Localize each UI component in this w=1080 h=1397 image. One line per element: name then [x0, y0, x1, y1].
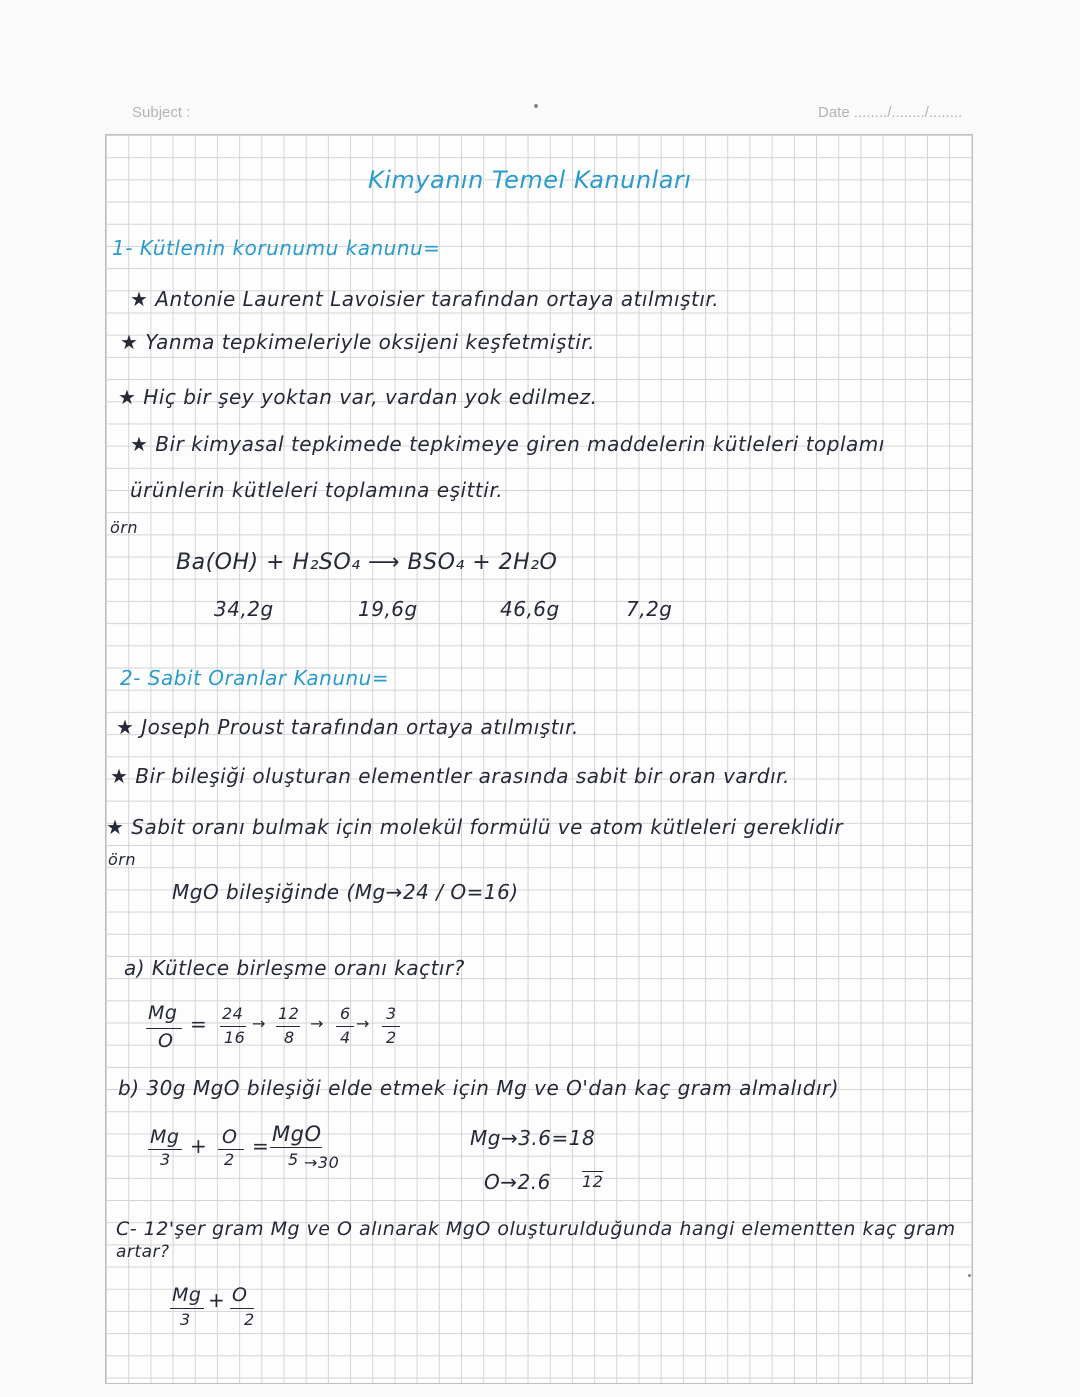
fraction-bar	[382, 1026, 400, 1027]
section1-line: ★ Yanma tepkimeleriyle oksijeni keşfetmiştir.	[120, 330, 595, 354]
result-o-value: 12	[582, 1172, 604, 1191]
grid-area	[105, 134, 973, 1384]
page-title: Kimyanın Temel Kanunları	[368, 166, 692, 194]
section2-line: ★ Bir bileşiği oluşturan elementler arasında sabit bir oran vardır.	[110, 764, 790, 788]
calc-mgo: MgO	[272, 1122, 322, 1146]
result-mg: Mg→3.6=18	[470, 1126, 596, 1150]
equals-sign: =	[252, 1134, 270, 1158]
calc-c-plus: +	[208, 1288, 226, 1312]
reaction-equation: Ba(OH) + H₂SO₄ ⟶ BSO₄ + 2H₂O	[176, 550, 558, 575]
section2-line: ★ Sabit oranı bulmak için molekül formülü ve atom kütleleri gereklidir	[106, 815, 844, 839]
calc-o-den: 2	[224, 1150, 235, 1169]
calc-mgo-den: 5	[288, 1150, 299, 1169]
calc-o: O	[222, 1126, 238, 1148]
mass-value: 34,2g	[214, 597, 274, 621]
ratio-o: O	[158, 1030, 174, 1052]
calc-c-o-den: 2	[244, 1310, 255, 1329]
plus-sign: +	[190, 1134, 208, 1158]
ratio-den: 2	[386, 1028, 397, 1047]
result-o: O→2.6	[484, 1170, 551, 1194]
ratio-den: 16	[224, 1028, 246, 1047]
calc-arrow-to: →30	[304, 1153, 340, 1172]
section1-line: ürünlerin kütleleri toplamına eşittir.	[130, 478, 504, 502]
mass-value: 46,6g	[500, 597, 560, 621]
section1-line: ★ Bir kimyasal tepkimede tepkimeye giren maddelerin kütleleri toplamı	[130, 432, 885, 456]
question-c: C- 12'şer gram Mg ve O alınarak MgO oluşturulduğunda hangi elementten kaç gram	[116, 1218, 956, 1240]
ratio-mg: Mg	[148, 1002, 178, 1024]
date-label: Date ......../......../........	[818, 104, 963, 121]
section2-heading: 2- Sabit Oranlar Kanunu=	[120, 666, 390, 690]
calc-mg: Mg	[150, 1126, 180, 1148]
section1-line: ★ Hiç bir şey yoktan var, vardan yok edilmez.	[118, 385, 598, 409]
arrow: →	[356, 1014, 370, 1033]
fraction-bar	[146, 1028, 182, 1029]
mass-value: 19,6g	[358, 597, 418, 621]
equals-sign: =	[190, 1012, 208, 1036]
fraction-bar	[170, 1308, 204, 1309]
section2-line: ★ Joseph Proust tarafından ortaya atılmıştır.	[116, 715, 579, 739]
calc-c-mg-den: 3	[180, 1310, 191, 1329]
calc-c-o: O	[232, 1284, 248, 1306]
fraction-bar	[270, 1147, 322, 1148]
question-c-cont: artar?	[116, 1242, 170, 1262]
fraction-bar	[230, 1308, 254, 1309]
example-label: örn	[110, 518, 139, 537]
ratio-den: 4	[340, 1028, 351, 1047]
ratio-num: 6	[340, 1004, 351, 1023]
example-label: örn	[108, 850, 137, 869]
ratio-num: 12	[278, 1004, 300, 1023]
section1-line: ★ Antonie Laurent Lavoisier tarafından ortaya atılmıştır.	[130, 287, 720, 311]
paper-mark	[534, 104, 538, 108]
fraction-bar	[220, 1026, 246, 1027]
subject-label: Subject :	[132, 104, 191, 121]
mass-value: 7,2g	[626, 597, 673, 621]
ratio-den: 8	[284, 1028, 295, 1047]
paper-mark	[968, 1274, 971, 1277]
calc-mg-den: 3	[160, 1150, 171, 1169]
arrow: →	[252, 1014, 266, 1033]
section1-heading: 1- Kütlenin korunumu kanunu=	[112, 236, 441, 260]
fraction-bar	[336, 1026, 354, 1027]
compound-line: MgO bileşiğinde (Mg→24 / O=16)	[172, 880, 519, 904]
question-a: a) Kütlece birleşme oranı kaçtır?	[124, 956, 465, 980]
arrow: →	[310, 1014, 324, 1033]
ratio-num: 3	[386, 1004, 397, 1023]
fraction-bar	[276, 1026, 300, 1027]
ratio-num: 24	[222, 1004, 244, 1023]
question-b: b) 30g MgO bileşiği elde etmek için Mg ve O'dan kaç gram almalıdır)	[118, 1076, 840, 1100]
calc-c-mg: Mg	[172, 1284, 202, 1306]
